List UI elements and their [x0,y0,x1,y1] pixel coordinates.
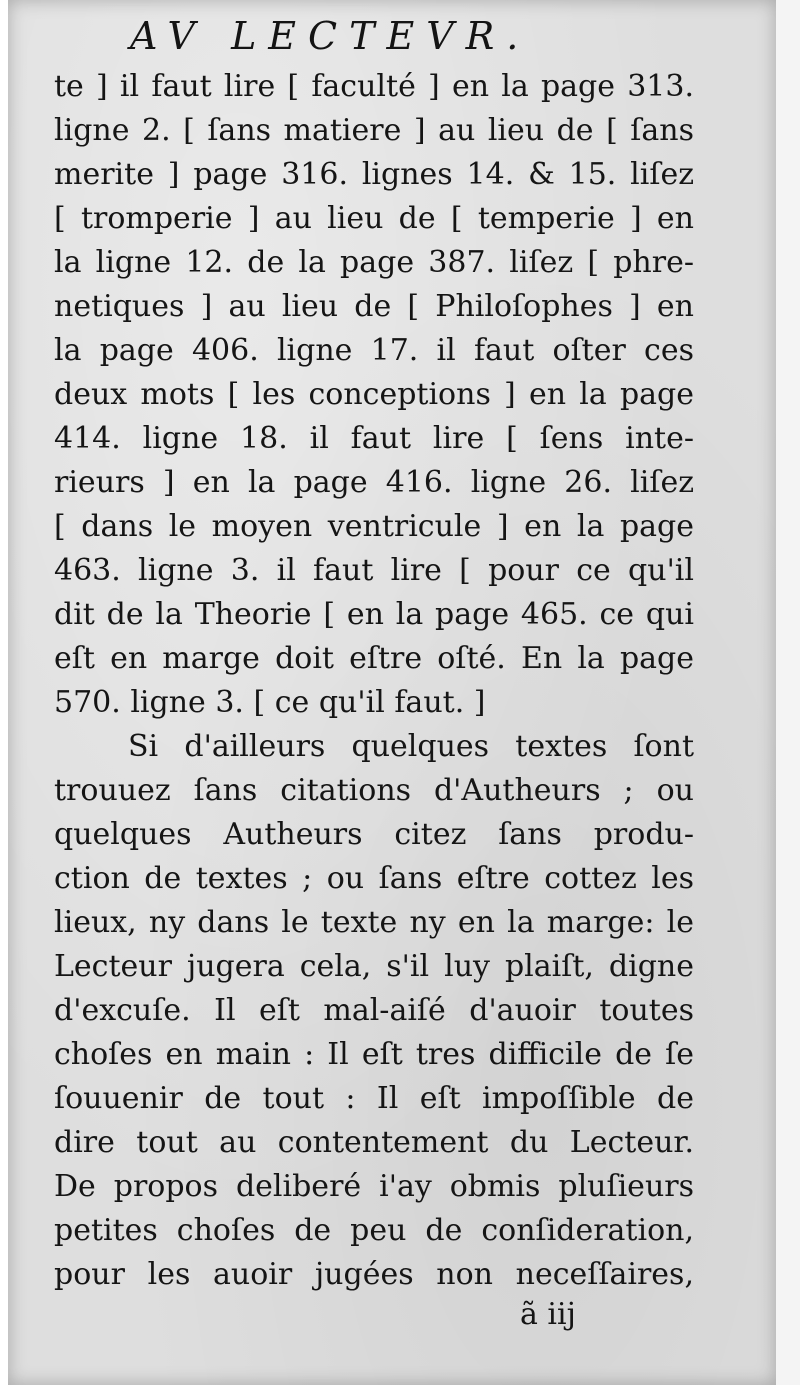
running-head: AV LECTEVR. [130,14,531,58]
text-line: dire tout au contentement du Lecteur. [54,1125,694,1160]
text-line: petites choſes de peu de conſideration, [54,1213,694,1248]
text-line: la ligne 12. de la page 387. liſez [ phre- [54,245,694,280]
text-line: lieux, ny dans le texte ny en la marge: le [54,905,694,940]
text-line: eſt en marge doit eſtre oſté. En la page [54,641,694,676]
text-line: De propos deliberé i'ay obmis pluſieurs [54,1169,694,1204]
text-line: merite ] page 316. lignes 14. & 15. liſez [54,157,694,192]
text-line: rieurs ] en la page 416. ligne 26. liſez [54,465,694,500]
text-line: netiques ] au lieu de [ Philoſophes ] en [54,289,694,324]
text-line: trouuez ſans citations d'Autheurs ; ou [54,773,694,808]
text-line: deux mots [ les conceptions ] en la page [54,377,694,412]
paragraph-first-line: Si d'ailleurs quelques textes ſont [128,729,694,764]
signature-mark: ã iij [520,1297,576,1332]
text-line: dit de la Theorie [ en la page 465. ce qui [54,597,694,632]
text-line: te ] il faut lire [ faculté ] en la page 313. [54,69,694,104]
text-line: choſes en main : Il eſt tres difficile de ſe [54,1037,694,1072]
text-line: quelques Autheurs citez ſans produ- [54,817,694,852]
text-line: 414. ligne 18. il faut lire [ ſens inte- [54,421,694,456]
text-line: Lecteur jugera cela, s'il luy plaiſt, digne [54,949,694,984]
text-line: d'excuſe. Il eſt mal-aiſé d'auoir toutes [54,993,694,1028]
page-margin-edge [776,0,800,1385]
text-line: la page 406. ligne 17. il faut oſter ces [54,333,694,368]
text-line: [ dans le moyen ventricule ] en la page [54,509,694,544]
text-line: ction de textes ; ou ſans eſtre cottez les [54,861,694,896]
text-line: 570. ligne 3. [ ce qu'il faut. ] [54,685,486,720]
text-line: pour les auoir jugées non neceſſaires, [54,1257,694,1292]
text-line: ligne 2. [ ſans matiere ] au lieu de [ ſans [54,113,694,148]
text-line: [ tromperie ] au lieu de [ temperie ] en [54,201,694,236]
text-line: 463. ligne 3. il faut lire [ pour ce qu'il [54,553,694,588]
text-line: ſouuenir de tout : Il eſt impoſſible de [54,1081,694,1116]
